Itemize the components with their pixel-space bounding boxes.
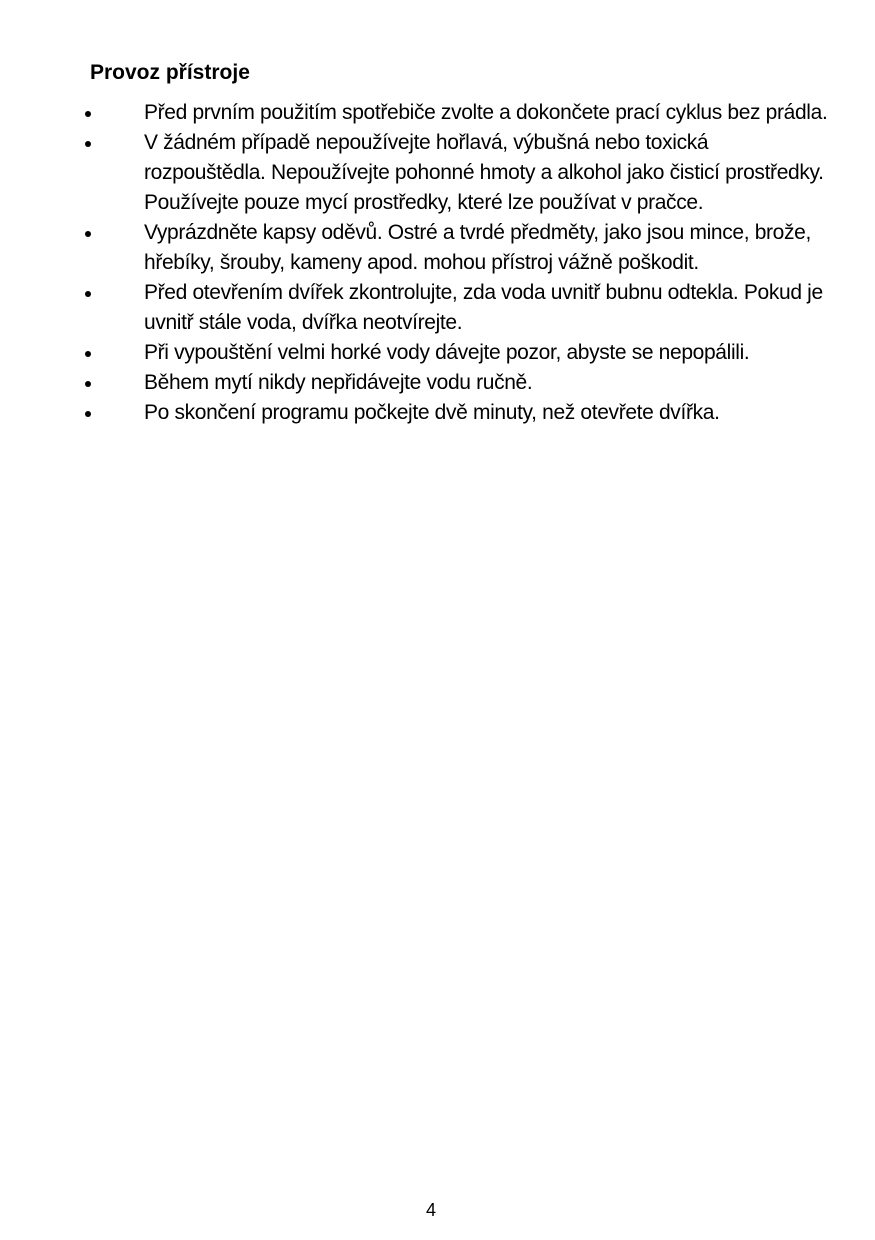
list-item-text: Vyprázdněte kapsy oděvů. Ostré a tvrdé předměty, jako jsou mince, brože, hřebíky, šrouby, kameny apod. mohou přístroj vážně poškodit. [144, 221, 811, 274]
list-item [0, 218, 875, 278]
bullet-dot-icon [85, 381, 91, 387]
list-item-text: Po skončení programu počkejte dvě minuty, než otevřete dvířka. [144, 401, 720, 424]
bullet-dot-icon [85, 291, 91, 297]
list-item-text: Před prvním použitím spotřebiče zvolte a dokončete prací cyklus bez prádla. [144, 101, 828, 124]
bullet-dot-icon [85, 111, 91, 117]
list-item [0, 128, 875, 218]
bullet-dot-icon [85, 411, 91, 417]
list-item [0, 398, 875, 428]
list-item [0, 338, 875, 368]
bullet-dot-icon [85, 141, 91, 147]
section-title: Provoz přístroje [90, 61, 250, 84]
bullet-list [0, 98, 875, 428]
list-item-text: Při vypouštění velmi horké vody dávejte pozor, abyste se nepopálili. [144, 341, 750, 364]
bullet-dot-icon [85, 351, 91, 357]
list-item [0, 278, 875, 338]
page-number: 4 [425, 1200, 436, 1220]
list-item [0, 368, 875, 398]
list-item [0, 98, 875, 128]
list-item-text: Během mytí nikdy nepřidávejte vodu ručně. [144, 371, 533, 394]
bullet-dot-icon [85, 231, 91, 237]
list-item-text: Před otevřením dvířek zkontrolujte, zda voda uvnitř bubnu odtekla. Pokud je uvnitř stále voda, dvířka neotvírejte. [144, 281, 823, 334]
list-item-text: V žádném případě nepoužívejte hořlavá, výbušná nebo toxická rozpouštědla. Nepoužívejte pohonné hmoty a alkohol jako čisticí prostředky. Používejte pouze mycí prostředky, které lze používat v pračce. [144, 131, 824, 214]
